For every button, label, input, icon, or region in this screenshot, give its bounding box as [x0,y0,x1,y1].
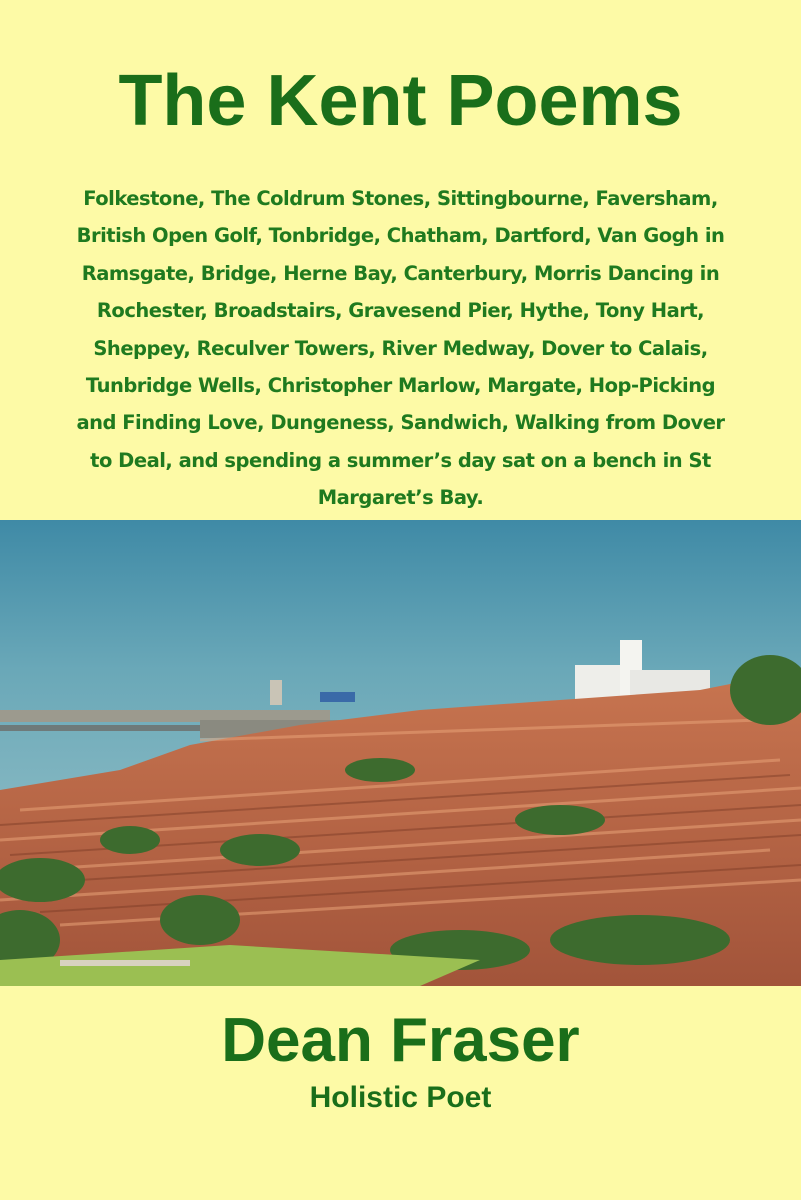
poem-list-blurb: Folkestone, The Coldrum Stones, Sittingbourne, Faversham, British Open Golf, Tonbridge, Chatham, Dartford, Van Gogh in Ramsgate, Bridge, Herne Bay, Canterbury, Morris Dancing in Rochester, Broadstairs, Gravesend Pier, Hythe, Tony Hart, Sheppey, Reculver Towers, River Medway, Dover to Calais, Tunbridge Wells, Christopher Marlow, Margate, Hop-Picking and Finding Love, Dungeness, Sandwich, Walking from Dover to Deal, and spending a summer’s day sat on a bench in St Margaret’s Bay. [76,187,725,510]
author-subtitle: Holistic Poet [309,1081,492,1114]
author-name: Dean Fraser [221,1006,580,1075]
town-coast-photo [0,520,801,986]
book-title: The Kent Poems [118,61,683,141]
